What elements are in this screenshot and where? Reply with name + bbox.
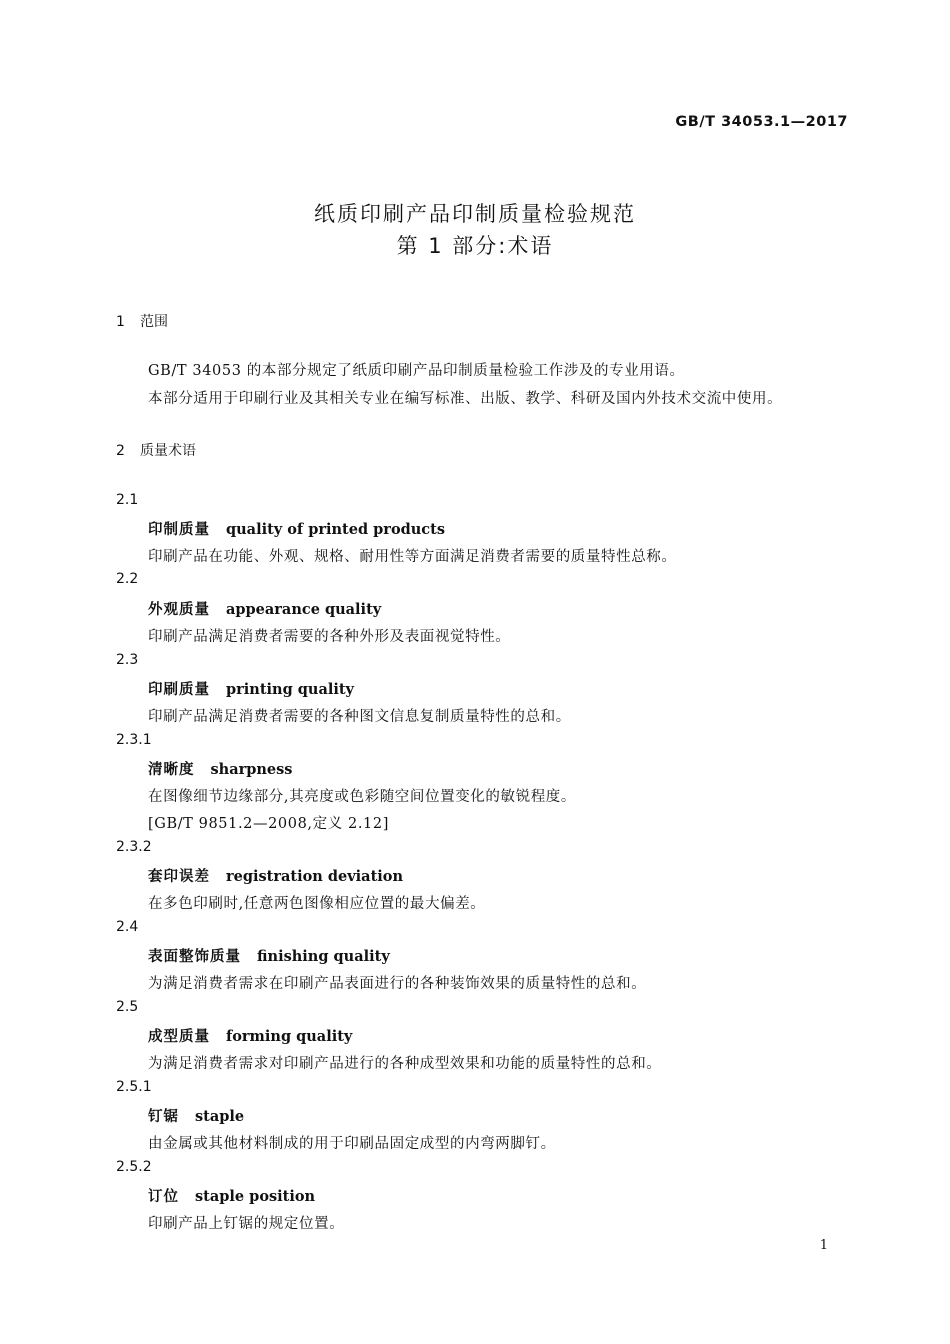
term-definition: 在图像细节边缘部分,其亮度或色彩随空间位置变化的敏锐程度。 xyxy=(148,789,577,805)
term-en: finishing quality xyxy=(257,948,390,965)
term-name xyxy=(148,865,403,886)
page-number: 1 xyxy=(819,1238,828,1253)
term-name xyxy=(148,1185,315,1206)
term-en: quality of printed products xyxy=(226,521,445,538)
term-number: 2.5.1 xyxy=(116,1079,152,1095)
term-zh: 钉锯 xyxy=(148,1109,179,1125)
term-name xyxy=(148,945,390,966)
term-zh: 成型质量 xyxy=(148,1029,210,1045)
term-definition: 为满足消费者需求在印刷产品表面进行的各种装饰效果的质量特性的总和。 xyxy=(148,976,647,992)
term-definition: 印刷产品满足消费者需要的各种图文信息复制质量特性的总和。 xyxy=(148,709,571,725)
term-en: registration deviation xyxy=(226,868,403,885)
term-en: staple position xyxy=(195,1188,316,1205)
term-definition: 为满足消费者需求对印刷产品进行的各种成型效果和功能的质量特性的总和。 xyxy=(148,1056,662,1072)
term-number: 2.5 xyxy=(116,999,139,1015)
term-definition: 印刷产品上钉锯的规定位置。 xyxy=(148,1216,345,1232)
section-title: 范围 xyxy=(140,314,168,330)
document-subtitle: 第 1 部分:术语 xyxy=(396,234,554,258)
term-zh: 表面整饰质量 xyxy=(148,949,241,965)
term-source: [GB/T 9851.2—2008,定义 2.12] xyxy=(148,816,389,832)
term-number: 2.4 xyxy=(116,919,139,935)
term-number: 2.1 xyxy=(116,492,139,508)
term-zh: 印刷质量 xyxy=(148,682,210,698)
term-name xyxy=(148,758,292,779)
term-definition: 印刷产品满足消费者需要的各种外形及表面视觉特性。 xyxy=(148,629,511,645)
term-en: forming quality xyxy=(226,1028,353,1045)
section-heading-quality-terms xyxy=(116,440,196,460)
term-definition: 在多色印刷时,任意两色图像相应位置的最大偏差。 xyxy=(148,896,486,912)
scope-paragraph: GB/T 34053 的本部分规定了纸质印刷产品印制质量检验工作涉及的专业用语。 xyxy=(148,363,685,379)
section-title: 质量术语 xyxy=(140,443,196,459)
term-number: 2.2 xyxy=(116,571,139,587)
term-number: 2.3.1 xyxy=(116,732,152,748)
term-number: 2.3 xyxy=(116,652,139,668)
term-name xyxy=(148,518,445,539)
standard-code: GB/T 34053.1—2017 xyxy=(675,114,848,130)
term-en: sharpness xyxy=(210,761,293,778)
term-zh: 套印误差 xyxy=(148,869,210,885)
term-name xyxy=(148,1025,352,1046)
term-definition: 由金属或其他材料制成的用于印刷品固定成型的内弯两脚钉。 xyxy=(148,1136,556,1152)
term-name xyxy=(148,1105,244,1126)
term-en: printing quality xyxy=(226,681,354,698)
term-name xyxy=(148,678,354,699)
term-en: staple xyxy=(195,1108,245,1125)
term-definition: 印刷产品在功能、外观、规格、耐用性等方面满足消费者需要的质量特性总称。 xyxy=(148,549,677,565)
scope-paragraph: 本部分适用于印刷行业及其相关专业在编写标准、出版、教学、科研及国内外技术交流中使用。 xyxy=(148,391,783,407)
term-number: 2.5.2 xyxy=(116,1159,152,1175)
term-number: 2.3.2 xyxy=(116,839,152,855)
term-zh: 外观质量 xyxy=(148,602,210,618)
section-number: 2 xyxy=(116,443,125,459)
term-zh: 印制质量 xyxy=(148,522,210,538)
document-title: 纸质印刷产品印制质量检验规范 xyxy=(314,202,636,226)
section-number: 1 xyxy=(116,314,125,330)
term-name xyxy=(148,598,381,619)
term-zh: 清晰度 xyxy=(148,762,195,778)
section-heading-scope xyxy=(116,311,168,331)
term-zh: 订位 xyxy=(148,1189,179,1205)
term-en: appearance quality xyxy=(226,601,382,618)
